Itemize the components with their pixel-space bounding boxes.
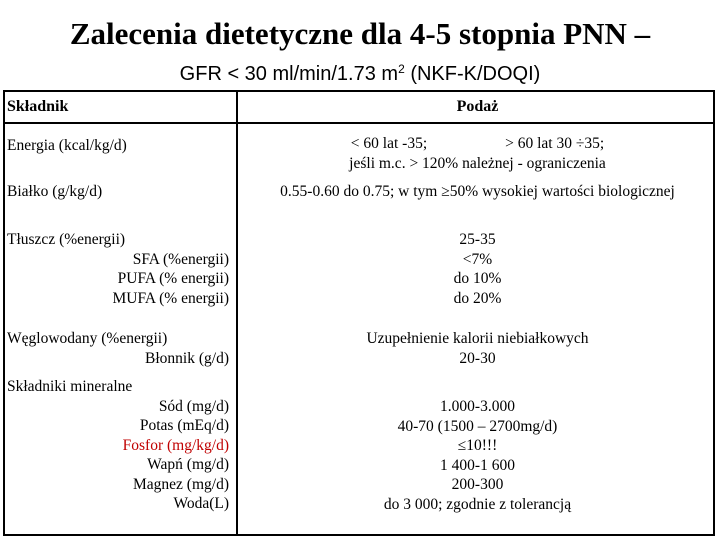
carbs-value: Uzupełnienie kalorii niebiałkowych — [366, 330, 589, 347]
fat-sfa-value: <7% — [462, 250, 493, 268]
protein-label: Białko (g/kg/d) — [7, 183, 103, 200]
potassium-value: 40-70 (1500 – 2700mg/d) — [397, 417, 558, 435]
water-value: do 3 000; zgodnie z tolerancją — [383, 495, 572, 513]
calcium-label: Wapń (mg/d) — [147, 456, 229, 473]
carbs-labels — [7, 329, 229, 368]
protein-value: 0.55-0.60 do 0.75; w tym ≥50% wysokiej wartości biologicznej — [280, 183, 675, 200]
calcium-value: 1 400-1 600 — [440, 456, 515, 474]
fat-pufa-value: do 10% — [453, 270, 502, 287]
slide-subtitle — [0, 62, 720, 86]
fiber-label: Błonnik (g/d) — [145, 349, 229, 367]
energy-value — [240, 134, 715, 173]
fat-label: Tłuszcz (%energii) — [7, 231, 126, 248]
header-divider — [5, 122, 713, 124]
header-podaz: Podaż — [456, 98, 499, 115]
magnesium-value: 200-300 — [451, 476, 504, 493]
fat-mufa-label: MUFA (% energii) — [112, 289, 229, 307]
carbs-label: Węglowodany (%energii) — [7, 330, 168, 347]
diet-table — [3, 90, 715, 536]
minerals-values — [240, 397, 715, 514]
energy-label: Energia (kcal/kg/d) — [7, 137, 127, 154]
subtitle-text-after: (NKF-K/DOQI) — [404, 63, 541, 85]
minerals-labels — [7, 377, 229, 514]
energy-value-line2: jeśli m.c. > 120% należnej - ograniczenia — [349, 154, 606, 172]
column-divider — [236, 92, 238, 534]
fat-values — [240, 230, 715, 308]
fat-sfa-label: SFA (%energii) — [132, 250, 229, 268]
energy-value-line1 — [240, 134, 715, 154]
phosphorus-label: Fosfor (mg/kg/d) — [122, 436, 229, 454]
potassium-label: Potas (mEq/d) — [139, 417, 229, 434]
carbs-values — [240, 329, 715, 368]
magnesium-label: Magnez (mg/d) — [133, 475, 229, 493]
minerals-label: Składniki mineralne — [7, 378, 133, 395]
energy-value-a: < 60 lat -35; — [350, 135, 428, 152]
fat-mufa-value: do 20% — [453, 289, 502, 307]
energy-value-b: > 60 lat 30 ÷35; — [505, 135, 605, 152]
sodium-label: Sód (mg/d) — [158, 397, 229, 415]
phosphorus-value: ≤10!!! — [457, 437, 498, 454]
subtitle-superscript: 2 — [398, 62, 405, 76]
header-skladnik: Składnik — [7, 98, 69, 115]
fiber-value: 20-30 — [459, 349, 496, 367]
fat-total-value: 25-35 — [459, 231, 496, 248]
fat-pufa-label: PUFA (% energii) — [117, 270, 229, 287]
water-label: Woda(L) — [173, 495, 229, 512]
slide-title: Zalecenia dietetyczne dla 4-5 stopnia PNN – — [69, 16, 651, 51]
fat-labels — [7, 230, 229, 308]
subtitle-text-before: GFR < 30 ml/min/1.73 m — [179, 63, 399, 85]
sodium-value: 1.000-3.000 — [440, 398, 515, 415]
